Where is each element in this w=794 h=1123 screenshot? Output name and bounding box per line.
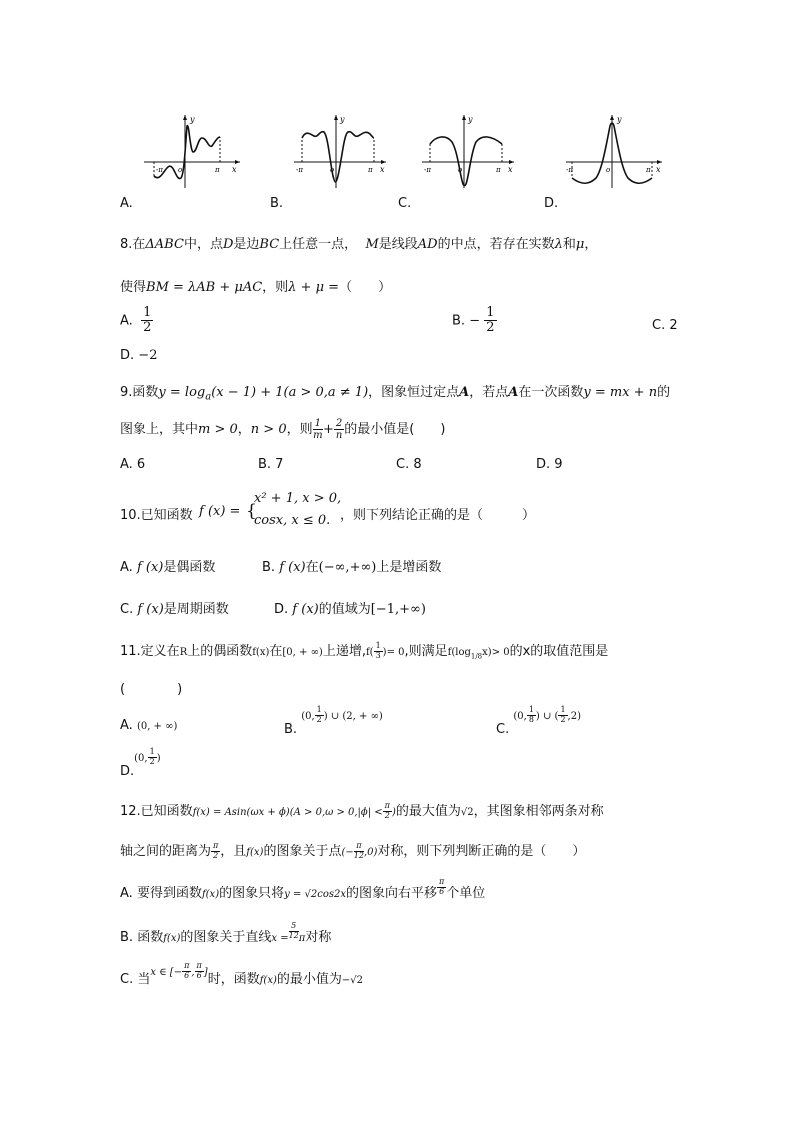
graph-b [290,112,390,192]
q12-line2: 轴之间的距离为 $\frac{\pi}{2}$ ，且f(x)的图象关于点(− $\frac{\pi}{12}$ ,0)对称，则下列判断正确的是（ ） [120,841,586,860]
graph-b-neg-pi: -π [296,166,303,174]
q10-option-c[interactable]: C. f (x)是周期函数 [120,602,229,617]
q7-option-d[interactable]: D. [544,196,559,211]
q9-option-a[interactable]: A. 6 [120,457,146,472]
graph-d-y-label: y [617,115,622,124]
graph-a-neg-pi: -π [156,166,163,174]
graph-c-o-label: o [458,166,463,174]
q11-option-d[interactable]: D.(0, $\frac{1}{2}$ ) [120,747,161,779]
graph-b-pi: π [368,166,373,174]
graph-d-o-label: o [606,166,611,174]
q10-option-a[interactable]: A. f (x)是偶函数 [120,560,216,575]
q8-vector-equation: BM = λAB + μAC [146,280,263,295]
q8-option-a[interactable]: A. $\frac{1}{2}$ [120,305,152,336]
graph-c-neg-pi: -π [424,166,431,174]
graph-d [562,112,667,192]
graph-d-neg-pi: -π [566,166,573,174]
q9-line1: 9.函数$y = \log_a(x - 1) + 1(a > 0,a \ne 1)$，图象恒过定点A，若点A在一次函数y = mx + n的 [120,385,671,403]
q9-line2: 图象上，其中m > 0，n > 0，则 $\frac{1}{m}$ + $\frac{2}{n}$ 的最小值是( ) [120,418,446,441]
q7-option-b[interactable]: B. [270,196,284,211]
graph-a-pi: π [215,166,220,174]
q8-option-b[interactable]: B. − $\frac{1}{2}$ [452,305,495,336]
q12-line1: 12.已知函数f(x) = Asin(ωx + ϕ)(A > 0,ω > 0,|ϕ| < $\frac{\pi}{2}$ )的最大值为√2，其图象相邻两条对称 [120,801,604,820]
graph-b-y-label: y [340,115,345,124]
q12-option-a[interactable]: A. 要得到函数f(x)的图象只将y = √2cos2x的图象向右平移 $\frac{\pi}{6}$ 个单位 [120,877,486,901]
q9-option-b[interactable]: B. 7 [258,457,284,472]
graph-a-x-label: x [232,165,237,174]
graph-c [418,112,518,192]
q11-paren: ( ) [120,682,183,697]
q11-option-b[interactable]: B. (0, $\frac{1}{2}$ ) ∪ (2, + ∞) [284,705,383,737]
q8-option-c[interactable]: C. 2 [652,318,678,333]
graph-d-x-label: x [656,165,661,174]
q8-line2: 使得BM = λAB + μAC，则λ + μ =（ ） [120,280,392,295]
graph-c-y-label: y [468,115,473,124]
graph-d-pi: π [646,166,651,174]
graph-c-x-label: x [508,165,513,174]
q7-option-c[interactable]: C. [398,196,412,211]
q10-option-d[interactable]: D. f (x)的值域为[−1,+∞) [274,602,426,617]
q12-option-c[interactable]: C. 当$^{x \in [-}$ $\frac{\pi}{6}$ , $\frac{\pi}{6}$ ]时，函数f(x)的最小值为−√2 [120,961,364,987]
q11-option-c[interactable]: C. (0, $\frac{1}{8}$ ) ∪ ( $\frac{1}{2}$ ,2) [496,705,581,737]
graph-a [140,112,245,192]
graph-a-o-label: o [178,166,183,174]
graph-a-y-label: y [190,115,195,124]
q8-option-d[interactable]: D. −2 [120,348,158,363]
q10-option-b[interactable]: B. f (x)在(−∞,+∞)上是增函数 [262,560,442,575]
graph-b-x-label: x [380,165,385,174]
graph-b-o-label: o [330,166,335,174]
q12-option-b[interactable]: B. 函数f(x)的图象关于直线x = $\frac{5}{12}$ π对称 [120,921,332,945]
graph-c-pi: π [496,166,501,174]
q9-option-d[interactable]: D. 9 [536,457,563,472]
q11-stem: 11.定义在R上的偶函数f(x)在[0, + ∞)上递增,f( $\frac{1}{3}$ )= 0,则满足$f(\log_{1/8}x)> 0$的x的取值范围是 [120,641,609,661]
q8-line1: 8.在ΔABC中，点D是边BC上任意一点， M是线段AD的中点，若存在实数λ和μ， [120,237,598,252]
q9-option-c[interactable]: C. 8 [396,457,422,472]
q11-option-a[interactable]: A. (0, + ∞) [120,718,178,733]
q7-option-a[interactable]: A. [120,196,133,211]
